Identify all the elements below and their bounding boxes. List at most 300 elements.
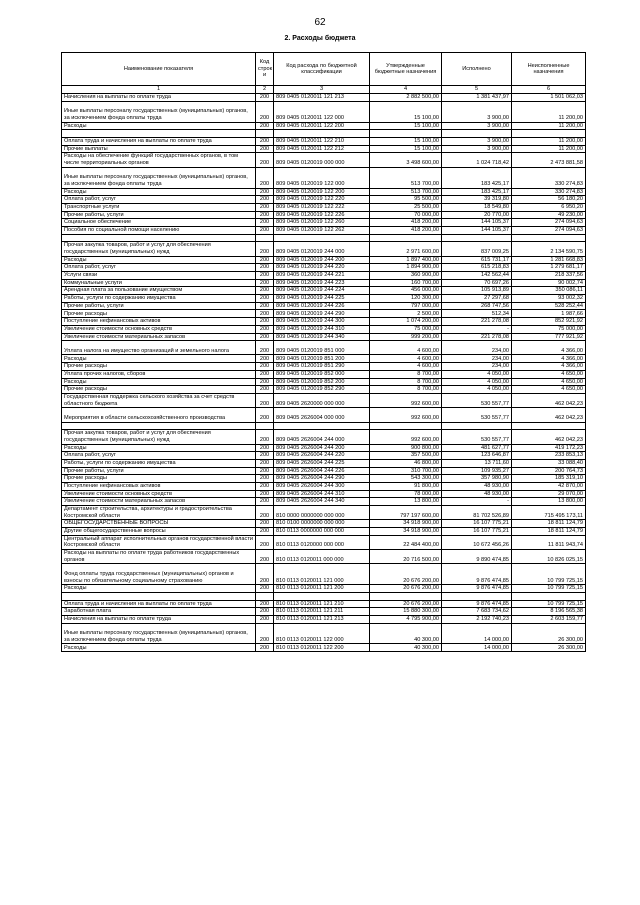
row-unexecuted-cell: 11 200,00	[512, 137, 586, 145]
row-unexecuted-cell: 26 300,00	[512, 623, 586, 644]
row-unexecuted-cell: 462 042,23	[512, 408, 586, 422]
row-approved-cell: 8 700,00	[370, 386, 442, 394]
row-unexecuted-cell: 350 086,11	[512, 287, 586, 295]
table-row	[62, 325, 586, 333]
row-executed-cell: 27 297,68	[442, 295, 512, 303]
table-row	[62, 211, 586, 219]
row-approved-cell: 418 200,00	[370, 226, 442, 234]
row-approved-cell: 4 600,00	[370, 363, 442, 371]
row-unexecuted-cell: 42 870,00	[512, 482, 586, 490]
row-line-code-cell: 200	[256, 608, 274, 616]
row-classification-cell: 809 0405 2626004 244 225	[274, 459, 370, 467]
row-classification-cell: 809 0405 0120011 121 213	[274, 94, 370, 102]
table-row	[62, 564, 586, 585]
row-unexecuted-cell: 4 366,00	[512, 341, 586, 355]
row-unexecuted-cell: 2 473 881,58	[512, 153, 586, 167]
row-name-cell: Расходы	[62, 188, 256, 196]
row-executed-cell: 234,00	[442, 363, 512, 371]
row-line-code-cell: 200	[256, 600, 274, 608]
row-approved-cell: 992 600,00	[370, 393, 442, 407]
row-line-code-cell: 200	[256, 475, 274, 483]
row-approved-cell: 13 800,00	[370, 498, 442, 506]
row-name-cell: Расходы на выплаты по оплате труда работников государственных органов	[62, 549, 256, 563]
table-row	[62, 378, 586, 386]
table-body	[62, 94, 586, 652]
row-approved-cell: 456 000,00	[370, 287, 442, 295]
row-unexecuted-cell: 10 799 725,15	[512, 600, 586, 608]
row-name-cell: Мероприятия в области сельскохозяйственного производства	[62, 408, 256, 422]
row-executed-cell: 9 876 474,85	[442, 564, 512, 585]
row-line-code-cell: 200	[256, 386, 274, 394]
row-line-code-cell: 200	[256, 490, 274, 498]
row-classification-cell: 809 0405 0120019 244 200	[274, 256, 370, 264]
row-classification-cell: 809 0405 0120019 852 200	[274, 378, 370, 386]
row-unexecuted-cell: 852 921,92	[512, 318, 586, 326]
row-line-code-cell: 200	[256, 242, 274, 256]
row-classification-cell: 809 0405 2626004 244 290	[274, 475, 370, 483]
row-classification-cell: 809 0405 0120019 852 000	[274, 370, 370, 378]
table-row	[62, 287, 586, 295]
row-approved-cell: 40 300,00	[370, 623, 442, 644]
row-unexecuted-cell: 1 281 668,83	[512, 256, 586, 264]
row-approved-cell: 160 700,00	[370, 279, 442, 287]
row-classification-cell: 809 0405 2626004 000 000	[274, 408, 370, 422]
row-line-code-cell: 200	[256, 153, 274, 167]
row-classification-cell	[274, 592, 370, 600]
row-line-code-cell: 200	[256, 564, 274, 585]
table-row	[62, 188, 586, 196]
row-executed-cell: 3 900,00	[442, 122, 512, 130]
table-row	[62, 137, 586, 145]
row-approved-cell: 1 894 900,00	[370, 264, 442, 272]
table-row	[62, 615, 586, 623]
row-classification-cell: 809 0405 0120019 122 220	[274, 196, 370, 204]
row-name-cell: Увеличение стоимости основных средств	[62, 325, 256, 333]
row-classification-cell: 809 0405 2626004 244 300	[274, 482, 370, 490]
row-approved-cell: 95 500,00	[370, 196, 442, 204]
row-executed-cell: 3 900,00	[442, 137, 512, 145]
table-row	[62, 549, 586, 563]
row-unexecuted-cell	[512, 130, 586, 138]
row-classification-cell: 810 0113 0120011 121 211	[274, 608, 370, 616]
table-row	[62, 219, 586, 227]
row-approved-cell: 91 800,00	[370, 482, 442, 490]
row-executed-cell: 144 105,37	[442, 226, 512, 234]
row-classification-cell: 809 0405 2626004 244 226	[274, 467, 370, 475]
row-classification-cell: 810 0113 0120011 121 210	[274, 600, 370, 608]
table-row	[62, 422, 586, 430]
row-name-cell: Расходы	[62, 644, 256, 652]
row-executed-cell	[442, 234, 512, 242]
row-classification-cell: 809 0405 2620000 000 000	[274, 393, 370, 407]
row-executed-cell	[442, 422, 512, 430]
row-name-cell: Иные выплаты персоналу государственных (муниципальных) органов, за исключением фонда оплаты труда	[62, 101, 256, 122]
table-row	[62, 234, 586, 242]
row-classification-cell	[274, 234, 370, 242]
row-line-code-cell: 200	[256, 623, 274, 644]
row-approved-cell: 46 800,00	[370, 459, 442, 467]
row-name-cell: Услуги связи	[62, 272, 256, 280]
row-executed-cell: -	[442, 498, 512, 506]
row-approved-cell: 999 200,00	[370, 333, 442, 341]
row-executed-cell: 268 747,56	[442, 302, 512, 310]
row-classification-cell: 810 0113 0000000 000 000	[274, 527, 370, 535]
row-classification-cell: 809 0405 0120019 244 340	[274, 333, 370, 341]
row-line-code-cell: 200	[256, 408, 274, 422]
table-row	[62, 600, 586, 608]
table-row	[62, 623, 586, 644]
row-line-code-cell: 200	[256, 333, 274, 341]
table-row	[62, 94, 586, 102]
row-unexecuted-cell: 18 811 124,79	[512, 520, 586, 528]
row-executed-cell: 18 549,80	[442, 203, 512, 211]
row-executed-cell: 1 024 718,42	[442, 153, 512, 167]
table-row	[62, 452, 586, 460]
row-executed-cell: 221 278,08	[442, 333, 512, 341]
row-name-cell: Транспортные услуги	[62, 203, 256, 211]
row-line-code-cell: 200	[256, 188, 274, 196]
row-line-code-cell: 200	[256, 295, 274, 303]
row-executed-cell	[442, 130, 512, 138]
row-classification-cell: 809 0405 0120019 244 225	[274, 295, 370, 303]
row-classification-cell: 809 0405 0120019 851 200	[274, 355, 370, 363]
row-executed-cell: 183 425,17	[442, 188, 512, 196]
row-classification-cell: 809 0405 0120019 244 000	[274, 242, 370, 256]
row-line-code-cell: 200	[256, 325, 274, 333]
table-row	[62, 264, 586, 272]
row-name-cell: Оплата работ, услуг	[62, 196, 256, 204]
row-line-code-cell: 200	[256, 310, 274, 318]
table-row	[62, 145, 586, 153]
row-executed-cell: 81 702 526,89	[442, 506, 512, 520]
row-line-code-cell: 200	[256, 644, 274, 652]
table-row	[62, 585, 586, 593]
row-unexecuted-cell: 233 853,13	[512, 452, 586, 460]
row-name-cell	[62, 234, 256, 242]
row-classification-cell: 809 0405 0120019 122 260	[274, 219, 370, 227]
row-classification-cell: 810 0000 0000000 000 000	[274, 506, 370, 520]
row-line-code-cell: 200	[256, 196, 274, 204]
table-row	[62, 430, 586, 444]
row-executed-cell: 481 627,77	[442, 444, 512, 452]
header-approved: Утвержденные бюджетные назначения	[370, 53, 442, 86]
row-unexecuted-cell: 18 811 124,79	[512, 527, 586, 535]
row-unexecuted-cell: 419 172,23	[512, 444, 586, 452]
table-row	[62, 444, 586, 452]
row-classification-cell: 810 0100 0000000 000 000	[274, 520, 370, 528]
row-line-code-cell: 200	[256, 506, 274, 520]
row-executed-cell: 10 672 456,26	[442, 535, 512, 549]
row-classification-cell: 810 0113 0120011 122 000	[274, 623, 370, 644]
row-approved-cell: 992 600,00	[370, 408, 442, 422]
row-line-code-cell: 200	[256, 219, 274, 227]
row-line-code-cell: 200	[256, 122, 274, 130]
row-name-cell: Оплата работ, услуг	[62, 264, 256, 272]
row-name-cell: Фонд оплаты труда государственных (муниципальных) органов и взносы по обязательному социальному страхованию	[62, 564, 256, 585]
row-unexecuted-cell: 11 200,00	[512, 122, 586, 130]
row-approved-cell: 418 200,00	[370, 219, 442, 227]
row-name-cell: Департамент строительства, архитектуры и градостроительства Костромской области	[62, 506, 256, 520]
table-row	[62, 393, 586, 407]
header-unexecuted: Неисполненные назначения	[512, 53, 586, 86]
row-line-code-cell: 200	[256, 498, 274, 506]
row-classification-cell: 810 0113 0120011 122 200	[274, 644, 370, 652]
row-line-code-cell: 200	[256, 482, 274, 490]
row-line-code-cell: 200	[256, 444, 274, 452]
row-executed-cell: 142 562,44	[442, 272, 512, 280]
table-row	[62, 370, 586, 378]
row-approved-cell: 357 500,00	[370, 452, 442, 460]
row-approved-cell: 1 897 400,00	[370, 256, 442, 264]
row-classification-cell: 809 0405 0120019 000 000	[274, 153, 370, 167]
page-number: 62	[314, 17, 326, 28]
table-row	[62, 333, 586, 341]
row-executed-cell: 3 900,00	[442, 101, 512, 122]
row-approved-cell: 22 484 400,00	[370, 535, 442, 549]
row-line-code-cell	[256, 234, 274, 242]
table-row	[62, 467, 586, 475]
row-line-code-cell: 200	[256, 393, 274, 407]
row-unexecuted-cell: 93 002,32	[512, 295, 586, 303]
table-row	[62, 498, 586, 506]
row-approved-cell: 15 100,00	[370, 137, 442, 145]
row-name-cell	[62, 422, 256, 430]
row-approved-cell	[370, 130, 442, 138]
table-row	[62, 644, 586, 652]
row-line-code-cell: 200	[256, 520, 274, 528]
row-unexecuted-cell: 274 094,63	[512, 226, 586, 234]
row-line-code-cell: 200	[256, 459, 274, 467]
row-executed-cell: 9 876 474,85	[442, 600, 512, 608]
row-name-cell: Поступление нефинансовых активов	[62, 482, 256, 490]
report-title: 2. Расходы бюджета	[284, 35, 356, 42]
row-classification-cell: 809 0405 0120019 122 000	[274, 167, 370, 188]
row-approved-cell: 20 676 200,00	[370, 564, 442, 585]
row-unexecuted-cell: 11 200,00	[512, 145, 586, 153]
row-unexecuted-cell: 13 800,00	[512, 498, 586, 506]
row-name-cell: Оплата труда и начисления на выплаты по оплате труда	[62, 137, 256, 145]
table-row	[62, 355, 586, 363]
table-row	[62, 527, 586, 535]
row-executed-cell	[442, 592, 512, 600]
row-name-cell	[62, 130, 256, 138]
row-classification-cell: 809 0405 0120019 244 224	[274, 287, 370, 295]
row-executed-cell: 234,00	[442, 341, 512, 355]
row-approved-cell: 4 795 900,00	[370, 615, 442, 623]
table-row	[62, 506, 586, 520]
row-executed-cell: 615 731,17	[442, 256, 512, 264]
row-approved-cell: 15 100,00	[370, 122, 442, 130]
row-classification-cell: 809 0405 0120019 122 200	[274, 188, 370, 196]
row-line-code-cell: 200	[256, 585, 274, 593]
table-row	[62, 203, 586, 211]
row-approved-cell: 20 676 200,00	[370, 585, 442, 593]
row-name-cell: Расходы на обеспечение функций государственных органов, в том числе территориальных органов	[62, 153, 256, 167]
table-row	[62, 490, 586, 498]
row-line-code-cell: 200	[256, 203, 274, 211]
row-name-cell: Работы, услуги по содержанию имущества	[62, 459, 256, 467]
row-classification-cell: 809 0405 0120019 851 290	[274, 363, 370, 371]
row-unexecuted-cell: 2 134 590,75	[512, 242, 586, 256]
row-executed-cell: 7 683 734,62	[442, 608, 512, 616]
row-classification-cell: 809 0405 2626004 244 200	[274, 444, 370, 452]
row-executed-cell: 13 711,60	[442, 459, 512, 467]
row-executed-cell: 1 381 437,97	[442, 94, 512, 102]
row-line-code-cell: 200	[256, 355, 274, 363]
row-name-cell: Начисления на выплаты по оплате труда	[62, 94, 256, 102]
row-line-code-cell	[256, 592, 274, 600]
row-classification-cell: 809 0405 0120011 122 200	[274, 122, 370, 130]
table-row	[62, 226, 586, 234]
column-number: 1	[62, 86, 256, 94]
row-line-code-cell	[256, 130, 274, 138]
table-row	[62, 130, 586, 138]
table-row	[62, 310, 586, 318]
row-executed-cell: 2 192 740,23	[442, 615, 512, 623]
row-name-cell: Прочие работы, услуги	[62, 302, 256, 310]
row-approved-cell: 25 500,00	[370, 203, 442, 211]
row-name-cell: Пособия по социальной помощи населению	[62, 226, 256, 234]
row-line-code-cell: 200	[256, 302, 274, 310]
row-executed-cell: 123 646,87	[442, 452, 512, 460]
row-unexecuted-cell: 75 000,00	[512, 325, 586, 333]
row-name-cell: Оплата труда и начисления на выплаты по оплате труда	[62, 600, 256, 608]
table-row	[62, 482, 586, 490]
row-classification-cell: 809 0405 0120019 122 262	[274, 226, 370, 234]
row-approved-cell: 8 700,00	[370, 370, 442, 378]
row-line-code-cell: 200	[256, 535, 274, 549]
table-row	[62, 196, 586, 204]
table-row	[62, 408, 586, 422]
row-executed-cell: 48 930,00	[442, 482, 512, 490]
row-line-code-cell: 200	[256, 452, 274, 460]
table-row	[62, 167, 586, 188]
row-name-cell: ОБЩЕГОСУДАРСТВЕННЫЕ ВОПРОСЫ	[62, 520, 256, 528]
row-executed-cell: 4 050,00	[442, 370, 512, 378]
row-name-cell: Расходы	[62, 444, 256, 452]
row-unexecuted-cell: 11 811 943,74	[512, 535, 586, 549]
row-name-cell: Поступление нефинансовых активов	[62, 318, 256, 326]
row-line-code-cell: 200	[256, 101, 274, 122]
row-approved-cell: 15 880 300,00	[370, 608, 442, 616]
table-row	[62, 520, 586, 528]
row-unexecuted-cell: 26 300,00	[512, 644, 586, 652]
table-row	[62, 363, 586, 371]
row-approved-cell: 20 676 200,00	[370, 600, 442, 608]
row-classification-cell: 810 0113 0120011 121 000	[274, 564, 370, 585]
row-executed-cell: 234,00	[442, 355, 512, 363]
header-executed: Исполнено	[442, 53, 512, 86]
row-approved-cell: 2 971 600,00	[370, 242, 442, 256]
row-classification-cell: 809 0405 2626004 244 000	[274, 430, 370, 444]
row-approved-cell: 513 700,00	[370, 188, 442, 196]
row-line-code-cell: 200	[256, 226, 274, 234]
table-row	[62, 459, 586, 467]
row-unexecuted-cell: 8 196 565,38	[512, 608, 586, 616]
row-unexecuted-cell	[512, 592, 586, 600]
row-classification-cell: 809 0405 2626004 244 310	[274, 490, 370, 498]
row-name-cell: Увеличение стоимости материальных запасов	[62, 333, 256, 341]
row-name-cell: Прочие расходы	[62, 386, 256, 394]
row-executed-cell: 4 050,00	[442, 386, 512, 394]
row-name-cell: Прочие работы, услуги	[62, 211, 256, 219]
row-line-code-cell: 200	[256, 287, 274, 295]
row-unexecuted-cell: 1 279 681,17	[512, 264, 586, 272]
row-unexecuted-cell: 185 319,10	[512, 475, 586, 483]
column-number: 6	[512, 86, 586, 94]
table-row	[62, 535, 586, 549]
row-line-code-cell: 200	[256, 430, 274, 444]
row-executed-cell: 105 913,89	[442, 287, 512, 295]
row-line-code-cell: 200	[256, 363, 274, 371]
table-row	[62, 295, 586, 303]
row-name-cell: Расходы	[62, 355, 256, 363]
row-name-cell: Прочая закупка товаров, работ и услуг для обеспечения государственных (муниципальных) нужд	[62, 242, 256, 256]
row-executed-cell: 9 876 474,85	[442, 585, 512, 593]
row-name-cell: Расходы	[62, 378, 256, 386]
row-unexecuted-cell: 10 799 725,15	[512, 564, 586, 585]
row-line-code-cell: 200	[256, 272, 274, 280]
row-executed-cell: 221 278,08	[442, 318, 512, 326]
row-approved-cell: 543 300,00	[370, 475, 442, 483]
row-approved-cell	[370, 422, 442, 430]
row-line-code-cell: 200	[256, 167, 274, 188]
row-unexecuted-cell: 1 501 062,03	[512, 94, 586, 102]
row-name-cell: Прочая закупка товаров, работ и услуг для обеспечения государственных (муниципальных) нужд	[62, 430, 256, 444]
row-executed-cell: 48 930,00	[442, 490, 512, 498]
row-name-cell: Прочие расходы	[62, 475, 256, 483]
row-executed-cell: 20 770,00	[442, 211, 512, 219]
row-unexecuted-cell: 218 337,56	[512, 272, 586, 280]
row-executed-cell: 3 900,00	[442, 145, 512, 153]
row-line-code-cell: 200	[256, 527, 274, 535]
row-line-code-cell: 200	[256, 370, 274, 378]
row-line-code-cell: 200	[256, 94, 274, 102]
row-executed-cell: 109 935,27	[442, 467, 512, 475]
row-classification-cell: 809 0405 0120019 244 310	[274, 325, 370, 333]
row-unexecuted-cell	[512, 422, 586, 430]
row-classification-cell	[274, 422, 370, 430]
row-line-code-cell: 200	[256, 264, 274, 272]
row-line-code-cell: 200	[256, 615, 274, 623]
row-classification-cell: 809 0405 0120019 244 290	[274, 310, 370, 318]
row-line-code-cell: 200	[256, 341, 274, 355]
row-classification-cell: 809 0405 0120011 122 000	[274, 101, 370, 122]
row-line-code-cell: 200	[256, 137, 274, 145]
column-number-row	[62, 86, 586, 94]
row-unexecuted-cell: 715 495 173,11	[512, 506, 586, 520]
table-row	[62, 122, 586, 130]
row-unexecuted-cell: 6 950,20	[512, 203, 586, 211]
row-classification-cell	[274, 130, 370, 138]
row-unexecuted-cell: 462 042,23	[512, 430, 586, 444]
row-unexecuted-cell: 4 650,00	[512, 386, 586, 394]
row-approved-cell	[370, 234, 442, 242]
row-classification-cell: 809 0405 0120019 122 226	[274, 211, 370, 219]
row-executed-cell: 16 107 775,21	[442, 520, 512, 528]
row-line-code-cell	[256, 422, 274, 430]
row-executed-cell: 530 557,77	[442, 393, 512, 407]
row-name-cell: Расходы	[62, 585, 256, 593]
row-unexecuted-cell: 274 094,63	[512, 219, 586, 227]
table-row	[62, 318, 586, 326]
row-unexecuted-cell: 4 650,00	[512, 370, 586, 378]
row-executed-cell: 530 557,77	[442, 408, 512, 422]
row-unexecuted-cell: 200 764,73	[512, 467, 586, 475]
row-executed-cell: -	[442, 325, 512, 333]
row-name-cell: Прочие расходы	[62, 363, 256, 371]
row-approved-cell: 797 197 600,00	[370, 506, 442, 520]
